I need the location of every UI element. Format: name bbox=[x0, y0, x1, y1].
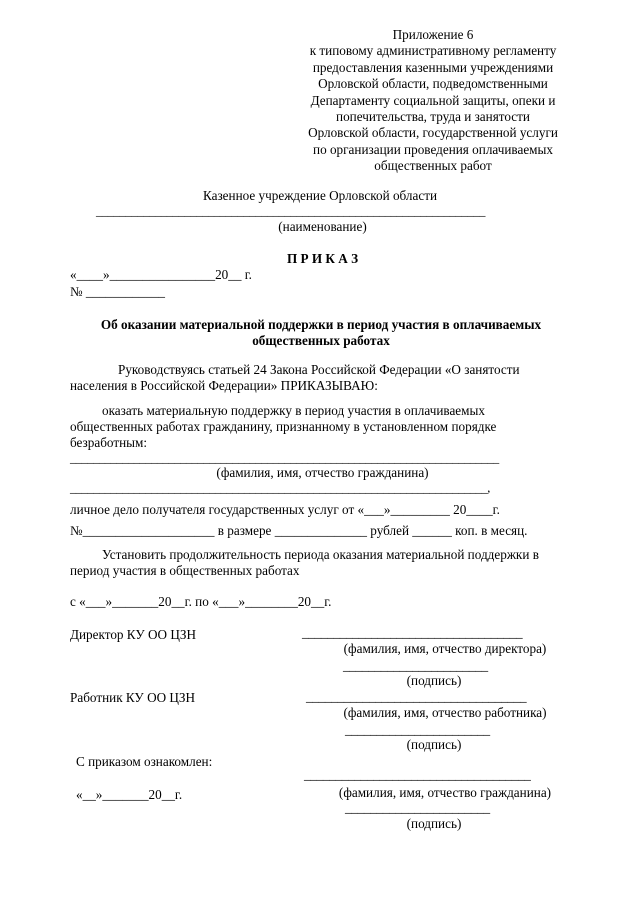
appendix-line: Орловской области, подведомственными bbox=[318, 76, 548, 92]
body-p2-line-3: безработным: bbox=[70, 435, 148, 450]
case-line: личное дело получателя государственных услуг от «___»_________ 20____г. bbox=[70, 502, 500, 517]
fio-caption: (фамилия, имя, отчество гражданина) bbox=[216, 465, 429, 480]
fio-line-2: ________________________________________________________________________, bbox=[70, 481, 490, 495]
worker-fio-line: ___________________________________ bbox=[306, 689, 527, 704]
order-heading: П Р И К А З bbox=[286, 251, 359, 266]
worker-signature-caption: (подпись) bbox=[406, 737, 462, 752]
subject-line-2: общественных работах bbox=[252, 333, 390, 348]
director-label: Директор КУ ОО ЦЗН bbox=[70, 627, 196, 642]
appendix-title: Приложение 6 bbox=[392, 27, 474, 42]
appendix-line: Орловской области, государственной услуги bbox=[308, 125, 558, 141]
appendix-block bbox=[290, 27, 576, 175]
appendix-line: общественных работ bbox=[374, 158, 492, 174]
ack-signature-caption: (подпись) bbox=[406, 816, 462, 831]
appendix-line: Департаменту социальной защиты, опеки и bbox=[310, 92, 556, 108]
period-line: с «___»_______20__г. по «___»________20__г. bbox=[70, 594, 332, 609]
fio-line: __________________________________________________________________________ bbox=[70, 451, 499, 465]
appendix-line: попечительства, труда и занятости bbox=[336, 109, 530, 125]
director-signature-caption: (подпись) bbox=[406, 673, 462, 688]
body-p1-line-2: населения в Российской Федерации» ПРИКАЗЫВАЮ: bbox=[70, 378, 378, 393]
body-p3-line-1: Установить продолжительность периода оказания материальной поддержки в bbox=[102, 547, 539, 562]
order-date-line: «____»________________20__ г. bbox=[70, 267, 252, 282]
director-fio-caption: (фамилия, имя, отчество директора) bbox=[343, 641, 547, 656]
body-p2-line-1: оказать материальную поддержку в период участия в оплачиваемых bbox=[102, 403, 485, 418]
ack-label: С приказом ознакомлен: bbox=[76, 754, 213, 769]
appendix-line: предоставления казенными учреждениями bbox=[312, 59, 554, 75]
worker-label: Работник КУ ОО ЦЗН bbox=[70, 690, 196, 705]
appendix-line: к типовому административному регламенту bbox=[309, 43, 557, 59]
order-number-line: № ____________ bbox=[70, 284, 166, 299]
amount-line: №____________________ в размере ______________ рублей ______ коп. в месяц. bbox=[70, 523, 528, 538]
ack-date-line: «__»_______20__г. bbox=[76, 787, 183, 802]
worker-signature-line: _______________________ bbox=[345, 722, 490, 737]
ack-fio-line: ____________________________________ bbox=[304, 767, 531, 782]
ack-fio-caption: (фамилия, имя, отчество гражданина) bbox=[338, 785, 552, 800]
institution-name-line: __________________________________________________________________ bbox=[96, 204, 486, 218]
worker-fio-caption: (фамилия, имя, отчество работника) bbox=[343, 705, 547, 720]
institution-name: Казенное учреждение Орловской области bbox=[202, 188, 438, 203]
body-p1-line-1: Руководствуясь статьей 24 Закона Российской Федерации «О занятости bbox=[118, 362, 520, 377]
ack-signature-line: _______________________ bbox=[345, 800, 490, 815]
institution-caption: (наименование) bbox=[278, 219, 367, 234]
body-p3-line-2: период участия в общественных работах bbox=[70, 563, 300, 578]
body-p2-line-2: общественных работах гражданину, признанному в установленном порядке bbox=[70, 419, 497, 434]
director-signature-line: _______________________ bbox=[343, 658, 488, 673]
appendix-line: по организации проведения оплачиваемых bbox=[313, 141, 553, 157]
subject-line-1: Об оказании материальной поддержки в период участия в оплачиваемых bbox=[100, 317, 542, 332]
director-fio-line: ___________________________________ bbox=[302, 625, 523, 640]
